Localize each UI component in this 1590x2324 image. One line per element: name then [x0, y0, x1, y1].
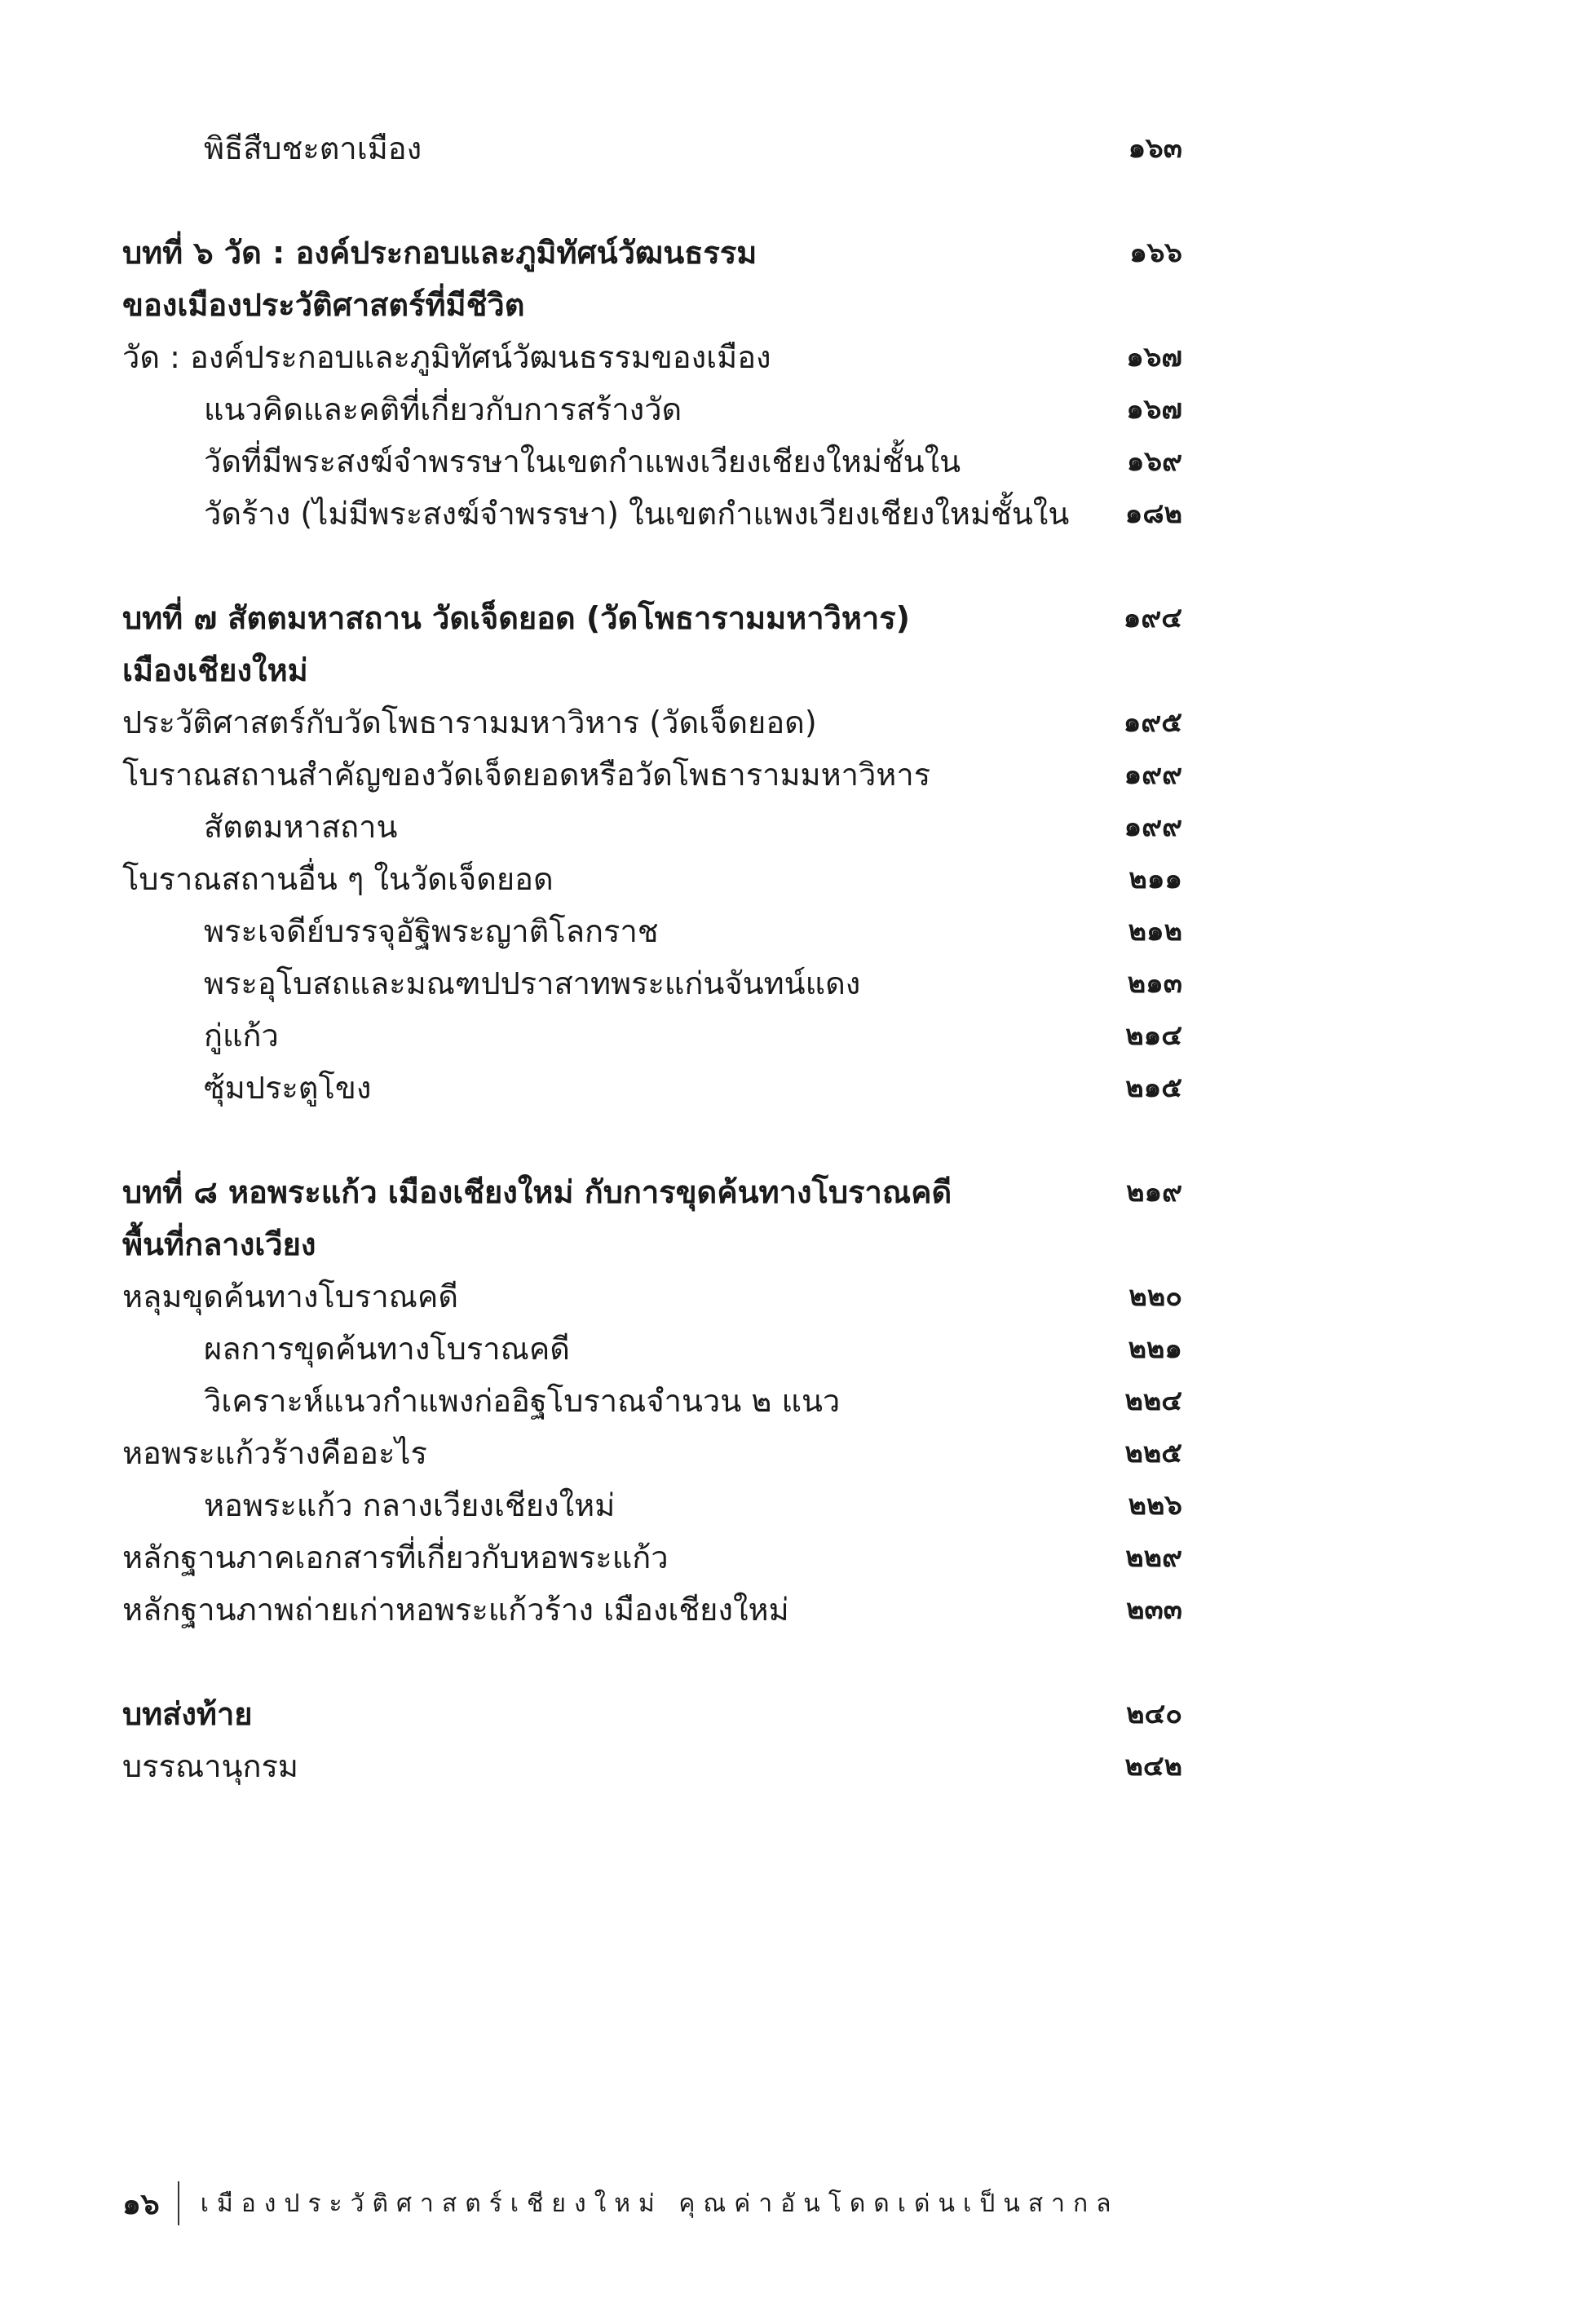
chapter-title: พื้นที่กลางเวียง [122, 1226, 316, 1262]
toc-entry-page: ๒๔๒ [1124, 1750, 1182, 1783]
toc-entry-page: ๒๒๐ [1128, 1280, 1182, 1313]
footer-divider [178, 2181, 179, 2225]
toc-entry-title: สัตตมหาสถาน [204, 809, 398, 845]
toc-entry-page: ๒๒๔ [1124, 1385, 1182, 1417]
toc-entry-title: แนวคิดและคติที่เกี่ยวกับการสร้างวัด [204, 391, 682, 427]
toc-subentry [122, 435, 1182, 488]
toc-entry [122, 331, 1182, 383]
page-footer [122, 2179, 1120, 2228]
toc-entry [122, 696, 1182, 749]
chapter-title: บทที่ ๘ หอพระแก้ว เมืองเชียงใหม่ กับการขุดค้นทางโบราณคดี [122, 1174, 952, 1210]
toc-entry-title: ซุ้มประตูโขง [204, 1070, 372, 1106]
chapter-heading [122, 1166, 1182, 1218]
toc-entry-title: ผลการขุดค้นทางโบราณคดี [204, 1331, 570, 1367]
toc-entry-page: ๑๖๗ [1126, 393, 1182, 426]
toc-entry-page: ๒๑๑ [1128, 863, 1182, 895]
chapter-page: ๑๖๖ [1129, 236, 1182, 269]
toc-entry-page: ๒๑๕ [1125, 1071, 1182, 1104]
footer-page-number: ๑๖ [122, 2187, 160, 2221]
chapter-heading-continued [122, 279, 1182, 331]
table-of-contents [122, 122, 1182, 1792]
toc-entry [122, 1740, 1182, 1792]
toc-entry-page: ๒๒๕ [1124, 1437, 1182, 1469]
toc-subentry [122, 1062, 1182, 1114]
toc-entry-title: วิเคราะห์แนวกำแพงก่ออิฐโบราณจำนวน ๒ แนว [204, 1383, 841, 1419]
toc-subentry [122, 1010, 1182, 1062]
toc-entry [122, 122, 1182, 175]
toc-subentry [122, 383, 1182, 435]
toc-entry-title: หลุมขุดค้นทางโบราณคดี [122, 1279, 459, 1314]
chapter-heading [122, 227, 1182, 279]
toc-subentry [122, 488, 1182, 540]
toc-entry-title: โบราณสถานสำคัญของวัดเจ็ดยอดหรือวัดโพธารามมหาวิหาร [122, 757, 931, 793]
chapter-title: เมืองเชียงใหม่ [122, 652, 308, 688]
toc-entry [122, 749, 1182, 801]
chapter-title: บทที่ ๖ วัด : องค์ประกอบและภูมิทัศน์วัฒนธรรม [122, 235, 757, 271]
toc-entry-page: ๒๑๓ [1127, 967, 1182, 1000]
toc-entry-page: ๑๙๙ [1124, 758, 1182, 791]
chapter-page: ๒๑๙ [1126, 1176, 1182, 1208]
toc-entry-page: ๑๙๕ [1123, 706, 1182, 739]
toc-entry-page: ๒๑๒ [1128, 915, 1182, 948]
toc-subentry [122, 1479, 1182, 1531]
toc-entry [122, 1427, 1182, 1479]
chapter-title: บทส่งท้าย [122, 1696, 253, 1732]
toc-entry-page: ๒๒๙ [1125, 1541, 1182, 1574]
toc-entry-page: ๑๖๓ [1128, 132, 1182, 165]
toc-entry-title: หลักฐานภาคเอกสารที่เกี่ยวกับหอพระแก้ว [122, 1540, 669, 1575]
toc-entry [122, 853, 1182, 905]
toc-entry-title: พระอุโบสถและมณฑปปราสาทพระแก่นจันทน์แดง [204, 965, 861, 1001]
toc-entry-page: ๑๙๙ [1124, 811, 1182, 843]
toc-entry-page: ๒๓๓ [1126, 1593, 1182, 1626]
chapter-page: ๒๔๐ [1126, 1698, 1182, 1730]
toc-subentry [122, 1323, 1182, 1375]
toc-entry-title: วัดร้าง (ไม่มีพระสงฆ์จำพรรษา) ในเขตกำแพงเวียงเชียงใหม่ชั้นใน [204, 496, 1070, 532]
chapter-heading [122, 592, 1182, 644]
chapter-heading-continued [122, 1218, 1182, 1270]
toc-subentry [122, 957, 1182, 1010]
toc-entry-title: หลักฐานภาพถ่ายเก่าหอพระแก้วร้าง เมืองเชียงใหม่ [122, 1592, 789, 1628]
chapter-heading-continued [122, 644, 1182, 696]
toc-entry-title: กู่แก้ว [204, 1018, 279, 1054]
toc-entry-page: ๑๖๗ [1126, 341, 1182, 373]
chapter-page: ๑๙๔ [1123, 602, 1182, 634]
toc-entry-page: ๑๘๒ [1124, 497, 1182, 530]
toc-entry [122, 1584, 1182, 1636]
toc-entry-title: วัด : องค์ประกอบและภูมิทัศน์วัฒนธรรมของเมือง [122, 339, 771, 375]
toc-entry-title: ประวัติศาสตร์กับวัดโพธารามมหาวิหาร (วัดเจ็ดยอด) [122, 705, 817, 740]
toc-entry-title: โบราณสถานอื่น ๆ ในวัดเจ็ดยอด [122, 861, 554, 897]
toc-entry-page: ๑๖๙ [1126, 445, 1182, 478]
chapter-heading [122, 1688, 1182, 1740]
footer-book-title: เมืองประวัติศาสตร์เชียงใหม่ คุณค่าอันโดดเด่นเป็นสากล [200, 2189, 1120, 2218]
toc-entry-page: ๒๒๖ [1128, 1489, 1182, 1522]
toc-entry-title: บรรณานุกรม [122, 1748, 298, 1784]
toc-subentry [122, 1375, 1182, 1427]
toc-entry-title: พระเจดีย์บรรจุอัฐิพระญาติโลกราช [204, 913, 659, 949]
toc-entry-title: พิธีสืบชะตาเมือง [204, 130, 422, 166]
toc-entry-title: หอพระแก้ว กลางเวียงเชียงใหม่ [204, 1487, 616, 1523]
toc-entry-title: หอพระแก้วร้างคืออะไร [122, 1435, 427, 1471]
toc-entry [122, 1270, 1182, 1323]
toc-entry [122, 1531, 1182, 1584]
toc-entry-page: ๒๑๔ [1125, 1019, 1182, 1052]
toc-entry-page: ๒๒๑ [1128, 1332, 1182, 1365]
chapter-title: บทที่ ๗ สัตตมหาสถาน วัดเจ็ดยอด (วัดโพธารามมหาวิหาร) [122, 600, 911, 636]
toc-entry-title: วัดที่มีพระสงฆ์จำพรรษาในเขตกำแพงเวียงเชียงใหม่ชั้นใน [204, 444, 961, 479]
toc-subentry [122, 905, 1182, 957]
toc-subentry [122, 801, 1182, 853]
chapter-title: ของเมืองประวัติศาสตร์ที่มีชีวิต [122, 287, 525, 323]
